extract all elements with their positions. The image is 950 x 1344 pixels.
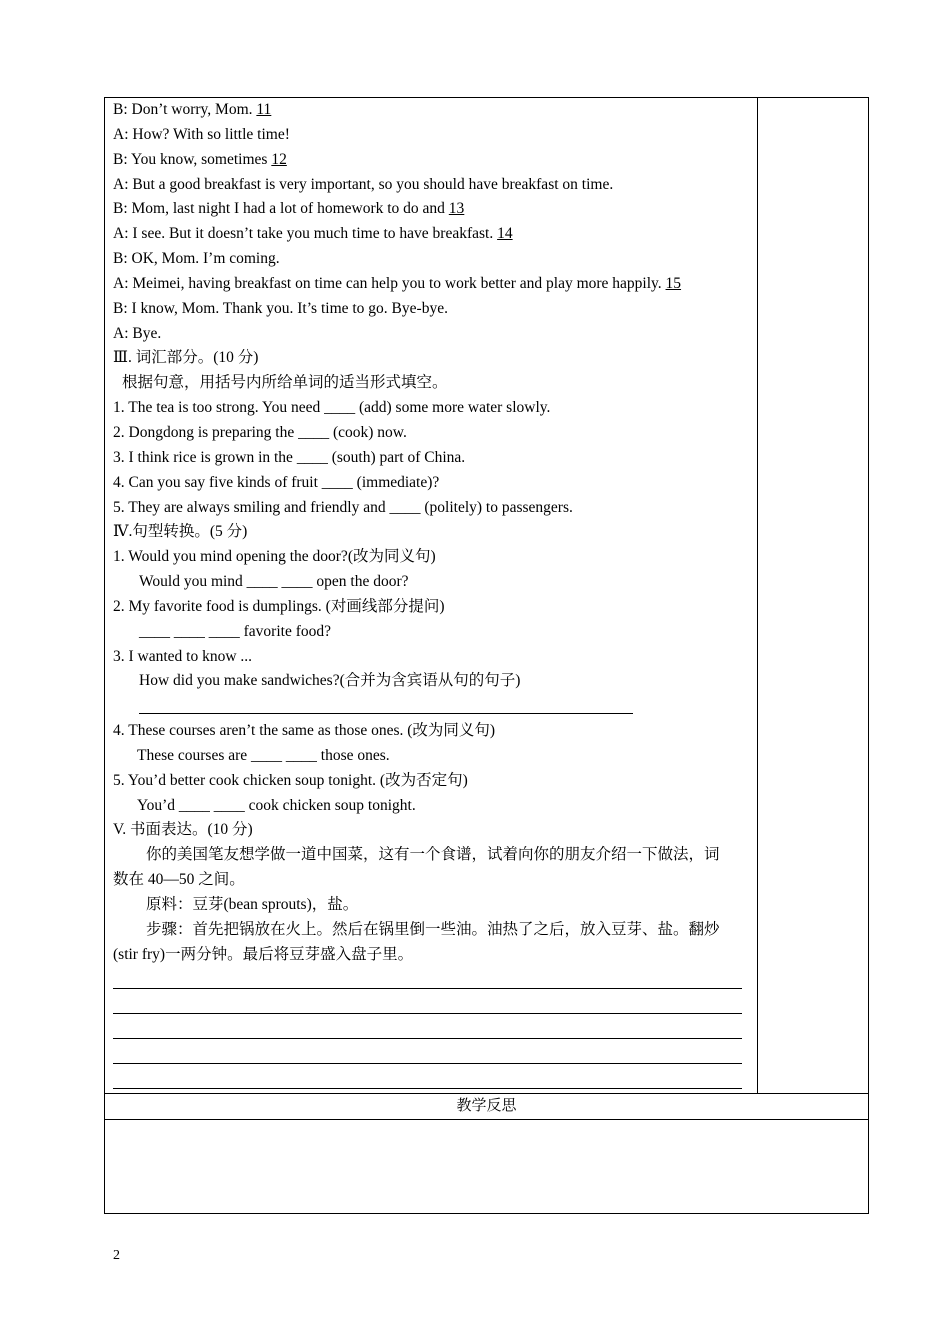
transform-answer: These courses are ____ ____ those ones.: [137, 746, 390, 764]
answer-blank: 13: [448, 200, 465, 218]
dialogue-line: A: Bye.: [113, 324, 162, 342]
dialogue-line: A: I see. But it doesn’t take you much time to have breakfast. 14: [113, 225, 513, 243]
vocab-item: 2. Dongdong is preparing the ____ (cook) now.: [113, 423, 407, 441]
row-divider: [104, 1119, 869, 1120]
section-instruction: 根据句意，用括号内所给单词的适当形式填空。: [122, 374, 448, 392]
dialogue-line: A: How? With so little time!: [113, 125, 290, 143]
writing-ingredients: 原料：豆芽(bean sprouts)，盐。: [146, 896, 359, 913]
writing-prompt: 数在 40—50 之间。: [113, 871, 245, 889]
transform-answer: Would you mind ____ ____ open the door?: [139, 573, 409, 591]
dialogue-line: A: Meimei, having breakfast on time can help you to work better and play more happily. 15: [113, 274, 682, 292]
transform-answer: ____ ____ ____ favorite food?: [139, 622, 331, 640]
section-title: V. 书面表达。(10 分): [113, 821, 253, 839]
section-title: Ⅳ.句型转换。(5 分): [113, 523, 248, 541]
vocab-item: 5. They are always smiling and friendly and ____ (politely) to passengers.: [113, 498, 573, 516]
writing-steps: (stir fry)一两分钟。最后将豆芽盛入盘子里。: [113, 945, 414, 963]
dialogue-line: B: Mom, last night I had a lot of homework to do and 13: [113, 200, 465, 218]
dialogue-line: B: Don’t worry, Mom. 11: [113, 101, 272, 118]
writing-line: [113, 1088, 742, 1089]
transform-question: How did you make sandwiches?(合并为含宾语从句的句子): [139, 672, 521, 690]
answer-blank: 15: [665, 274, 682, 292]
transform-question: 5. You’d better cook chicken soup tonight. (改为否定句): [113, 771, 468, 789]
main-content: [113, 98, 753, 968]
answer-blank: 14: [497, 225, 513, 243]
vocab-item: 1. The tea is too strong. You need ____ (add) some more water slowly.: [113, 399, 551, 417]
dialogue-line: A: But a good breakfast is very important, so you should have breakfast on time.: [113, 175, 614, 193]
answer-blank: 11: [256, 101, 272, 118]
vocab-item: 3. I think rice is grown in the ____ (south) part of China.: [113, 448, 466, 466]
writing-steps: 步骤：首先把锅放在火上。然后在锅里倒一些油。油热了之后，放入豆芽、盐。翻炒: [146, 920, 720, 938]
writing-prompt: 你的美国笔友想学做一道中国菜，这有一个食谱，试着向你的朋友介绍一下做法，词: [146, 846, 720, 864]
answer-line-space: [113, 694, 753, 719]
transform-question: 2. My favorite food is dumplings. (对画线部分提问): [113, 597, 445, 615]
column-divider: [757, 97, 758, 1093]
writing-line: [113, 1038, 742, 1039]
writing-line: [113, 1013, 742, 1014]
transform-question: 3. I wanted to know ...: [113, 647, 253, 665]
answer-blank: 12: [271, 150, 287, 168]
transform-question: 1. Would you mind opening the door?(改为同义句): [113, 548, 436, 566]
section-title: Ⅲ. 词汇部分。(10 分): [113, 349, 259, 367]
writing-line: [113, 1063, 742, 1064]
page-number: 2: [113, 1248, 120, 1263]
vocab-item: 4. Can you say five kinds of fruit ____ (immediate)?: [113, 473, 440, 491]
dialogue-line: B: I know, Mom. Thank you. It’s time to go. Bye-bye.: [113, 299, 448, 317]
answer-line: [139, 713, 633, 714]
transform-question: 4. These courses aren’t the same as those ones. (改为同义句): [113, 722, 496, 740]
transform-answer: You’d ____ ____ cook chicken soup tonight.: [137, 796, 416, 814]
reflection-header: 教学反思: [456, 1098, 517, 1114]
dialogue-line: B: OK, Mom. I’m coming.: [113, 250, 280, 268]
dialogue-line: B: You know, sometimes 12: [113, 150, 287, 168]
writing-line: [113, 988, 742, 989]
